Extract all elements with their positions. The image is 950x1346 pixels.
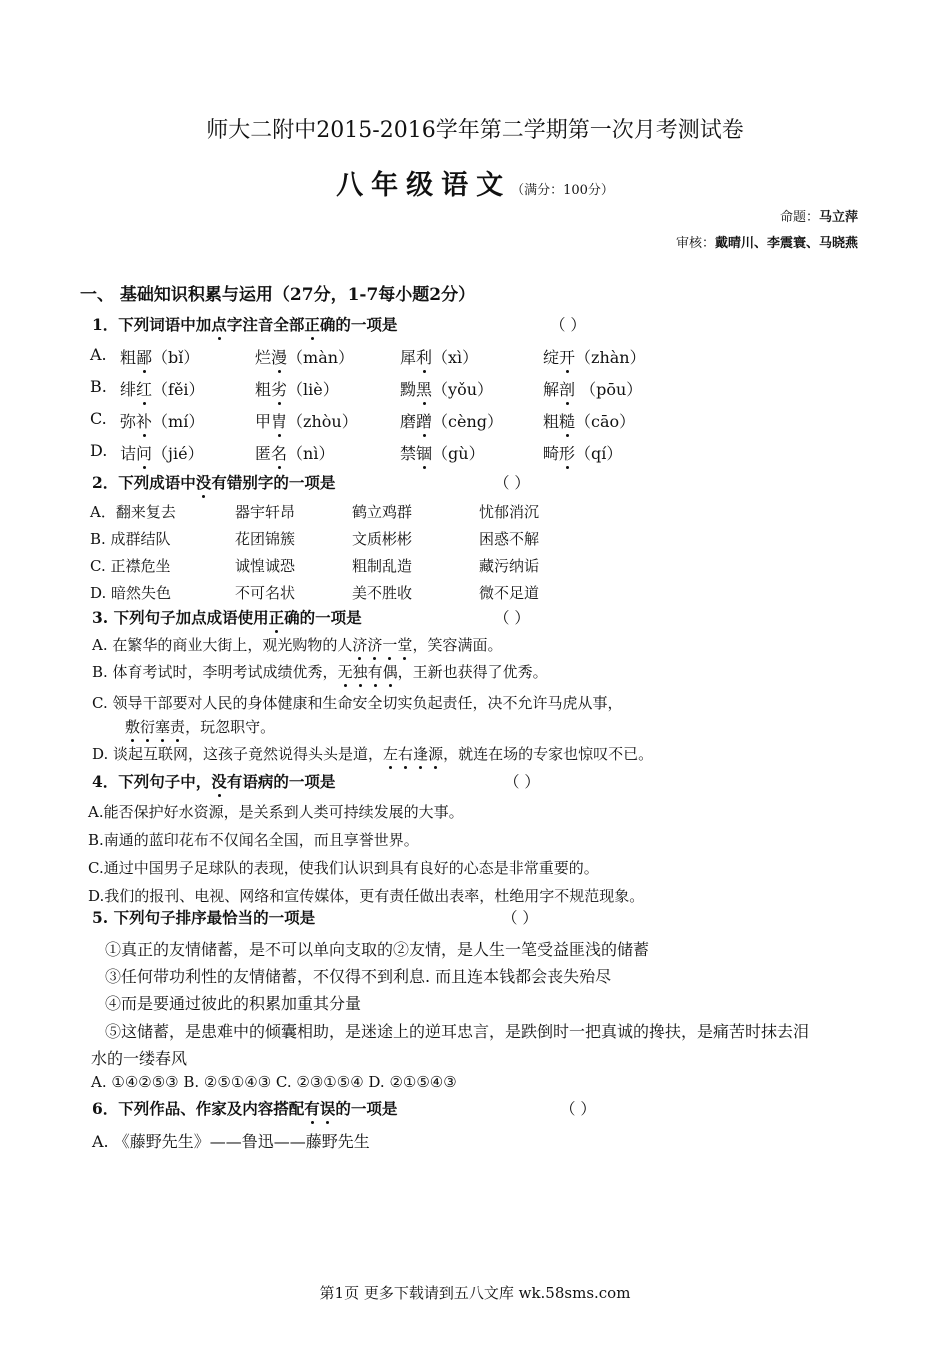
question-1-word: 粗糙（cāo）: [543, 409, 635, 432]
question-1-word: 黝黑（yǒu）: [400, 377, 493, 400]
question-6-stem: 6．下列作品、作家及内容搭配有误的一项是: [92, 1099, 398, 1118]
question-3-stem: 3. 下列句子加点成语使用正确的一项是: [92, 608, 362, 627]
question-2-idiom: 忧郁消沉: [479, 503, 540, 521]
author-line: [780, 206, 858, 225]
reviewer-line: [676, 232, 858, 251]
question-2-option: D. 暗然失色: [90, 584, 172, 602]
question-3-option-d: D. 谈起互联网，这孩子竟然说得头头是道，左右逢源，就连在场的专家也惊叹不已。: [92, 745, 654, 763]
section-title: 一、 基础知识积累与运用（27分，1-7每小题2分）: [80, 285, 476, 305]
question-3-option-a: A. 在繁华的商业大街上，观光购物的人济济一堂，笑容满面。: [92, 636, 503, 654]
question-4-option-d: D.我们的报刊、电视、网络和宣传媒体，更有责任做出表率，杜绝用字不规范现象。: [88, 887, 645, 905]
question-2-idiom: 美不胜收: [352, 584, 413, 602]
question-2-idiom: 粗制乱造: [352, 557, 413, 575]
question-1-word: 烂漫（màn）: [255, 345, 354, 368]
question-2-option: A．翻来复去: [90, 503, 176, 521]
question-1-word: 甲胄（zhòu）: [255, 409, 358, 432]
question-2-option: B. 成群结队: [90, 530, 171, 548]
question-6-option-a: A. 《藤野先生》——鲁迅——藤野先生: [92, 1132, 370, 1151]
question-1-word: 弥补（mí）: [120, 409, 204, 432]
question-5-stem: 5. 下列句子排序最恰当的一项是: [92, 908, 316, 927]
question-1-word: 匿名（nì）: [255, 441, 334, 464]
author-name: 马立萍: [818, 210, 858, 225]
question-2-idiom: 困惑不解: [479, 530, 540, 548]
subject-name: 八年级语文: [336, 170, 512, 201]
question-2-answer-blank: （ ）: [494, 474, 530, 492]
question-4-option-a: A.能否保护好水资源，是关系到人类可持续发展的大事。: [88, 803, 464, 821]
question-1-word: 解剖 （pōu）: [543, 377, 642, 400]
reviewer-names: 戴晴川、李震寰、马晓燕: [714, 236, 858, 251]
question-5-answer-blank: （ ）: [502, 909, 538, 927]
question-1-word: 粗鄙（bǐ）: [120, 345, 199, 368]
question-5-sentence-4: ⑤这储蓄，是患难中的倾囊相助，是迷途上的逆耳忠言，是跌倒时一把真诚的搀扶，是痛苦时抹去泪: [105, 1022, 810, 1041]
question-2-option: C. 正襟危坐: [90, 557, 171, 575]
question-1-word: 绽开（zhàn）: [543, 345, 646, 368]
question-2-idiom: 微不足道: [479, 584, 540, 602]
question-2-idiom: 鹤立鸡群: [352, 503, 413, 521]
question-1-word: 畸形（qí）: [543, 441, 622, 464]
exam-title: 师大二附中2015-2016学年第二学期第一次月考测试卷: [206, 118, 744, 143]
page-footer: 第1页 更多下载请到五八文库 wk.58sms.com: [319, 1284, 631, 1302]
question-1-option-label: B.: [90, 377, 107, 396]
question-4-option-c: C.通过中国男子足球队的表现，使我们认识到具有良好的心态是非常重要的。: [88, 859, 599, 877]
question-2-idiom: 器宇轩昂: [235, 503, 296, 521]
question-2-idiom: 花团锦簇: [235, 530, 296, 548]
reviewer-label: 审核：: [675, 236, 715, 251]
question-5-sentence-4-continued: 水的一缕春风: [91, 1049, 188, 1068]
question-1-answer-blank: （ ）: [550, 316, 586, 334]
question-3-option-b: B. 体育考试时，李明考试成绩优秀，无独有偶，王新也获得了优秀。: [92, 663, 548, 681]
question-3-option-c-continued: 敷衍塞责，玩忽职守。: [125, 718, 276, 736]
question-5-sentence-3: ④而是要通过彼此的积累加重其分量: [105, 994, 362, 1013]
question-5-sentence-2: ③任何带功利性的友情储蓄，不仅得不到利息. 而且连本钱都会丧失殆尽: [105, 967, 612, 986]
question-1-word: 诘问（jié）: [120, 441, 204, 464]
question-4-option-b: B.南通的蓝印花布不仅闻名全国，而且享誉世界。: [88, 831, 419, 849]
question-1-stem: 1．下列词语中加点字注音全部正确的一项是: [92, 315, 398, 334]
question-1-option-label: D.: [90, 441, 108, 460]
question-1-word: 磨蹭（cèng）: [400, 409, 503, 432]
question-5-options: A. ①④②⑤③ B. ②⑤①④③ C. ②③①⑤④ D. ②①⑤④③: [91, 1073, 457, 1091]
question-3-option-c: C. 领导干部要对人民的身体健康和生命安全切实负起责任，决不允许马虎从事，: [92, 694, 623, 712]
question-6-answer-blank: （ ）: [560, 1100, 596, 1118]
author-label: 命题：: [779, 210, 819, 225]
question-3-answer-blank: （ ）: [494, 609, 530, 627]
question-1-word: 粗劣（liè）: [255, 377, 339, 400]
question-1-option-label: A.: [90, 345, 107, 364]
question-1-word: 禁锢（gù）: [400, 441, 485, 464]
question-1-option-label: C.: [90, 409, 107, 428]
question-2-idiom: 不可名状: [235, 584, 296, 602]
question-1-word: 犀利（xì）: [400, 345, 478, 368]
question-2-idiom: 藏污纳诟: [479, 557, 540, 575]
question-4-answer-blank: （ ）: [504, 773, 540, 791]
full-score-note: （满分：100分）: [511, 183, 614, 198]
question-4-stem: 4．下列句子中，没有语病的一项是: [92, 772, 336, 791]
subject-title: [0, 163, 950, 202]
question-5-sentence-1: ①真正的友情储蓄，是不可以单向支取的②友情，是人生一笔受益匪浅的储蓄: [105, 940, 650, 959]
question-2-idiom: 诚惶诚恐: [235, 557, 296, 575]
question-2-stem: 2．下列成语中没有错别字的一项是: [92, 473, 336, 492]
question-2-idiom: 文质彬彬: [352, 530, 413, 548]
question-1-word: 绯红（fěi）: [120, 377, 205, 400]
